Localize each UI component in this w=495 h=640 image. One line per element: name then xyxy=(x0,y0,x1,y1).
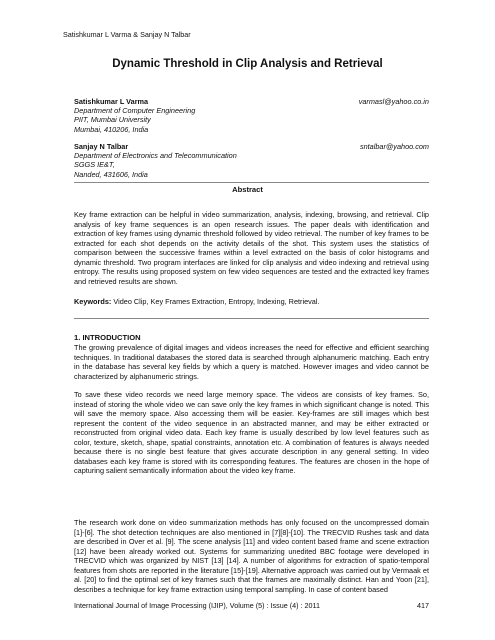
body-paragraph: To save these video records we need large memory space. The videos are consists of key frames. So, instead of storing the whole video we can save only the key frames in which significant change is noted. This will save the memory space. Also accessing them will be easier. Key-frames are still images which best represent the content of the video sequence in an abstracted manner, and may be either extracted or reconstructed from original video data. Each key frame is usually described by low level features such as color, texture, sketch, shape, spatial constraints, annotation etc. A combination of features is always needed because there is no single best feature that gives accurate description in any general setting. In video databases each key frame is stored with its corresponding features. The features are chosen in the hope of capturing salient semantically information about the video key frame. xyxy=(74,390,429,476)
author-email: sntalbar@yahoo.com xyxy=(359,142,429,151)
author-name: Satishkumar L Varma xyxy=(74,97,149,106)
keywords-label: Keywords: xyxy=(74,297,112,306)
author-block-1 xyxy=(74,97,429,134)
author-affiliation-line: Nanded, 431606, India xyxy=(74,169,148,179)
divider-rule xyxy=(74,182,429,183)
author-affiliation-line: SGGS IE&T, xyxy=(74,160,115,170)
author-affiliation-line: PIIT, Mumbai University xyxy=(74,115,151,125)
author-affiliation-line: Department of Computer Engineering xyxy=(74,106,196,116)
body-paragraph: The research work done on video summarization methods has only focused on the uncompressed domain [1]-[6]. The shot detection techniques are also mentioned in [7][8]-[10]. The TRECVID Rushes task and data are described in Over et al. [9]. The scene analysis [11] and video content based frame and scene extraction [12] have been already worked out. Systems for summarizing unedited BBC footage were developed in TRECVID which was organized by NIST [13] [14]. A number of algorithms for extraction of spatio-temporal features from shots are reported in the literature [15]-[19]. Alternative approach was carried out by Vermaak et al. [20] to find the optimal set of key frames such that the frames are maximally distinct. Han and Yoon [21], describes a technique for key frame extraction using temporal sampling. In case of content based xyxy=(74,518,429,594)
page-number: 417 xyxy=(417,601,429,610)
abstract-text: Key frame extraction can be helpful in video summarization, analysis, indexing, browsing, and retrieval. Clip analysis of key frame sequences is an open research issues. The paper deals with identification and extraction of key frames using dynamic threshold followed by video retrieval. The number of key frames to be extracted for each shot depends on the activity details of the shot. This system uses the statistics of comparison between the successive frames within a level extracted on the basis of color histograms and dynamic threshold. Two program interfaces are linked for clip analysis and video indexing and retrieval using entropy. The results using proposed system on few video sequences are tested and the extracted key frames and retrieved results are shown. xyxy=(74,210,429,286)
divider-rule xyxy=(74,318,429,319)
author-affiliation-line: Mumbai, 410206, India xyxy=(74,124,149,134)
abstract-heading: Abstract xyxy=(232,185,263,194)
author-name: Sanjay N Talbar xyxy=(74,142,129,151)
section-heading: 1. INTRODUCTION xyxy=(74,333,141,342)
author-block-2 xyxy=(74,142,429,179)
author-affiliation-line: Department of Electronics and Telecommunication xyxy=(74,151,237,161)
keywords-line xyxy=(74,297,429,307)
running-head: Satishkumar L Varma & Sanjay N Talbar xyxy=(63,30,191,39)
author-email: varmasl@yahoo.co.in xyxy=(358,97,429,106)
keywords-text: Video Clip, Key Frames Extraction, Entropy, Indexing, Retrieval. xyxy=(113,297,320,306)
journal-citation: International Journal of Image Processing (IJIP), Volume (5) : Issue (4) : 2011 xyxy=(74,601,320,610)
page-footer xyxy=(74,601,429,610)
paper-title: Dynamic Threshold in Clip Analysis and Retrieval xyxy=(112,58,383,70)
body-paragraph: The growing prevalence of digital images and videos increases the need for effective and efficient searching techniques. In traditional databases the stored data is searched through alphanumeric matching. Each entry in the database has several key fields by which a query is matched. However images and video cannot be characterized by alphanumeric strings. xyxy=(74,343,429,381)
